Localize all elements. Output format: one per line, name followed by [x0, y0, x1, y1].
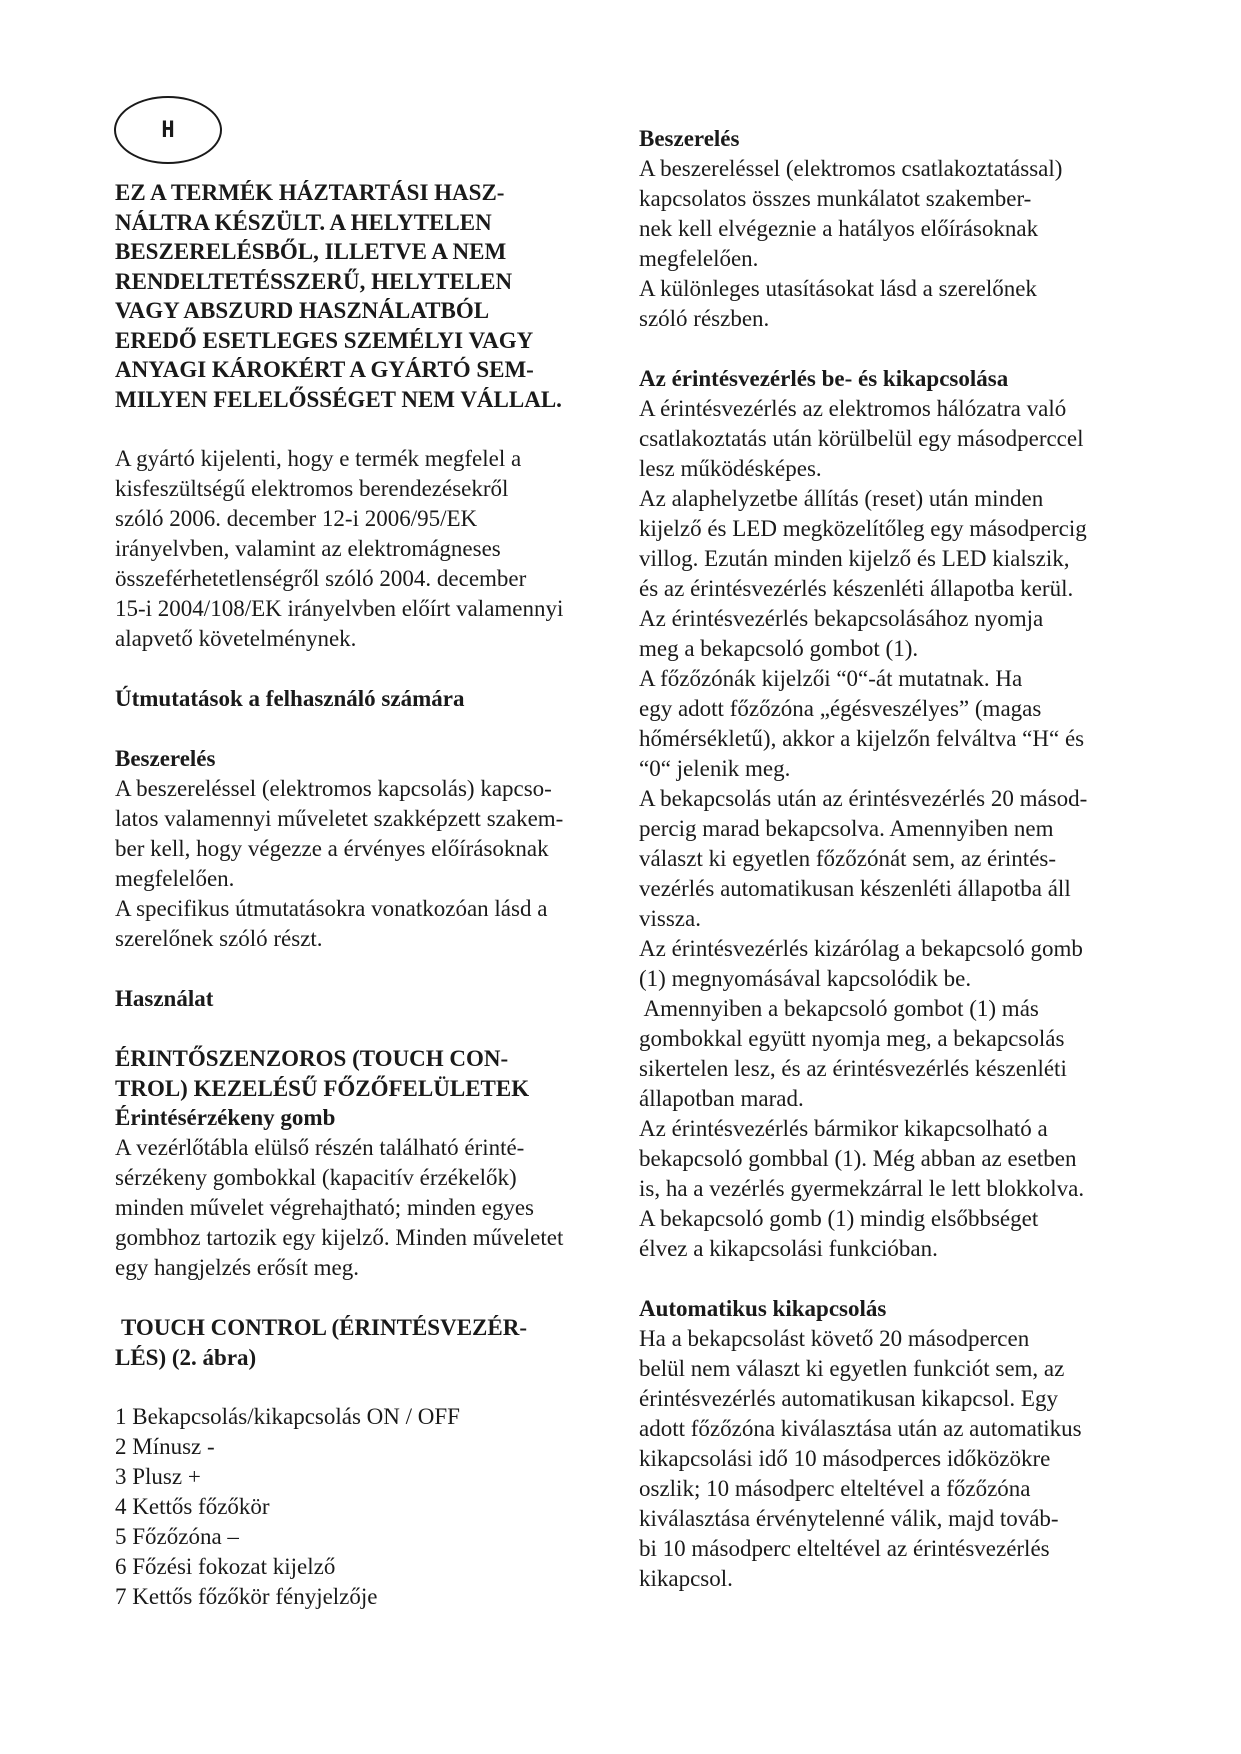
text-line: A bekapcsoló gomb (1) mindig elsőbbséget [639, 1206, 1039, 1231]
text-line: belül nem választ ki egyetlen funkciót sem, az [639, 1356, 1065, 1381]
text-line: szóló 2006. december 12-i 2006/95/EK [115, 506, 478, 531]
touch-button-paragraph [115, 1133, 615, 1283]
text-line: kikapcsol. [639, 1566, 733, 1591]
text-line: sikertelen lesz, és az érintésvezérlés készenléti [639, 1056, 1067, 1081]
legend-item: 7 Kettős főzőkör fényjelzője [115, 1584, 378, 1609]
text-line: megfelelően. [639, 246, 759, 271]
legend-item: 5 Főzőzóna – [115, 1524, 239, 1549]
text-line: állapotban marad. [639, 1086, 804, 1111]
text-line: kijelző és LED megközelítőleg egy másodpercig [639, 516, 1087, 541]
text-line: Az alaphelyzetbe állítás (reset) után minden [639, 486, 1044, 511]
text-line: A bekapcsolás után az érintésvezérlés 20 másod- [639, 786, 1088, 811]
text-line: vissza. [639, 906, 701, 931]
text-line: irányelvben, valamint az elektromágneses [115, 536, 501, 561]
text-line: kiválasztása érvénytelenné válik, majd továb- [639, 1506, 1059, 1531]
text-line: Ha a bekapcsolást követő 20 másodpercen [639, 1326, 1030, 1351]
warning-line: EZ A TERMÉK HÁZTARTÁSI HASZ- [115, 180, 505, 205]
auto-off-heading: Automatikus kikapcsolás [639, 1296, 887, 1321]
warning-block [115, 178, 615, 414]
touch-hob-heading: ÉRINTŐSZENZOROS (TOUCH CON- [115, 1046, 509, 1071]
text-line: villog. Ezután minden kijelző és LED kialszik, [639, 546, 1070, 571]
text-line: csatlakoztatás után körülbelül egy másodperccel [639, 426, 1084, 451]
text-line: latos valamennyi műveletet szakképzett szakem- [115, 806, 564, 831]
installation-heading: Beszerelés [639, 126, 740, 151]
text-line: bi 10 másodperc elteltével az érintésvezérlés [639, 1536, 1050, 1561]
text-line: A gyártó kijelenti, hogy e termék megfelel a [115, 446, 522, 471]
text-line: érintésvezérlés automatikusan kikapcsol. Egy [639, 1386, 1058, 1411]
text-line: szóló részben. [639, 306, 770, 331]
text-line: is, ha a vezérlés gyermekzárral le lett blokkolva. [639, 1176, 1085, 1201]
text-line: A különleges utasításokat lásd a szerelőnek [639, 276, 1037, 301]
installation-paragraph [115, 774, 615, 954]
language-badge [114, 96, 222, 164]
text-line: egy adott főzőzóna „égésveszélyes” (magas [639, 696, 1042, 721]
text-line: élvez a kikapcsolási funkcióban. [639, 1236, 938, 1261]
text-line: kikapcsolási idő 10 másodperces időközökre [639, 1446, 1051, 1471]
text-line: Az érintésvezérlés bármikor kikapcsolható a [639, 1116, 1048, 1141]
text-line: vezérlés automatikusan készenléti állapotba áll [639, 876, 1071, 901]
text-line: “0“ jelenik meg. [639, 756, 791, 781]
text-line: A érintésvezérlés az elektromos hálózatra való [639, 396, 1067, 421]
text-line: A főzőzónák kijelzői “0“-át mutatnak. Ha [639, 666, 1023, 691]
text-line: alapvető követelménynek. [115, 626, 357, 651]
legend-item: 6 Főzési fokozat kijelző [115, 1554, 336, 1579]
text-line: gombhoz tartozik egy kijelző. Minden műveletet [115, 1225, 564, 1250]
text-line: A vezérlőtábla elülső részén található érinté- [115, 1135, 525, 1160]
touch-button-heading: Érintésérzékeny gomb [115, 1105, 336, 1130]
user-instructions-heading: Útmutatások a felhasználó számára [115, 686, 465, 711]
text-line: összeférhetetlenségről szóló 2004. december [115, 566, 527, 591]
text-line: Amennyiben a bekapcsoló gombot (1) más [639, 996, 1039, 1021]
right-column [639, 124, 1139, 1594]
text-line: kisfeszültségű elektromos berendezésekről [115, 476, 509, 501]
legend-item: 3 Plusz + [115, 1464, 201, 1489]
text-line: gombokkal együtt nyomja meg, a bekapcsolás [639, 1026, 1065, 1051]
text-line: sérzékeny gombokkal (kapacitív érzékelők) [115, 1165, 517, 1190]
text-line: szerelőnek szóló részt. [115, 926, 323, 951]
warning-line: RENDELTETÉSSZERŰ, HELYTELEN [115, 268, 513, 294]
text-line: A beszereléssel (elektromos csatlakoztatással) [639, 156, 1063, 181]
left-column [115, 178, 615, 1612]
text-line: egy hangjelzés erősít meg. [115, 1255, 359, 1280]
touch-control-heading: TOUCH CONTROL (ÉRINTÉSVEZÉR- [121, 1315, 527, 1340]
installation-heading: Beszerelés [115, 746, 216, 771]
text-line: ber kell, hogy végezze a érvényes előírásoknak [115, 836, 549, 861]
touch-control-heading: LÉS) (2. ábra) [115, 1344, 257, 1370]
text-line: Az érintésvezérlés kizárólag a bekapcsoló gomb [639, 936, 1083, 961]
legend-item: 4 Kettős főzőkör [115, 1494, 270, 1519]
usage-heading: Használat [115, 986, 214, 1011]
legend-item: 1 Bekapcsolás/kikapcsolás ON / OFF [115, 1404, 460, 1429]
control-legend [115, 1402, 615, 1612]
legend-item: 2 Mínusz - [115, 1434, 215, 1459]
text-line: hőmérsékletű), akkor a kijelzőn felváltva “H“ és [639, 726, 1085, 751]
text-line: oszlik; 10 másodperc elteltével a főzőzóna [639, 1476, 1031, 1501]
declaration-paragraph [115, 444, 615, 654]
text-line: nek kell elvégeznie a hatályos előírásoknak [639, 216, 1039, 241]
warning-line: BESZERELÉSBŐL, ILLETVE A NEM [115, 239, 507, 264]
auto-off-paragraph [639, 1324, 1139, 1594]
text-line: A specifikus útmutatásokra vonatkozóan lásd a [115, 896, 548, 921]
text-line: adott főzőzóna kiválasztása után az automatikus [639, 1416, 1082, 1441]
text-line: minden művelet végrehajtható; minden egyes [115, 1195, 534, 1220]
text-line: Az érintésvezérlés bekapcsolásához nyomja [639, 606, 1044, 631]
warning-line: VAGY ABSZURD HASZNÁLATBÓL [115, 298, 490, 323]
installation-paragraph [639, 154, 1139, 334]
on-off-heading: Az érintésvezérlés be- és kikapcsolása [639, 366, 1009, 391]
warning-line: EREDŐ ESETLEGES SZEMÉLYI VAGY [115, 327, 534, 353]
text-line: percig marad bekapcsolva. Amennyiben nem [639, 816, 1054, 841]
text-line: meg a bekapcsoló gombot (1). [639, 636, 919, 661]
touch-hob-heading: TROL) KEZELÉSŰ FŐZŐFELÜLETEK [115, 1075, 530, 1101]
text-line: megfelelően. [115, 866, 235, 891]
text-line: és az érintésvezérlés készenléti állapotba kerül. [639, 576, 1074, 601]
warning-line: MILYEN FELELŐSSÉGET NEM VÁLLAL. [115, 386, 562, 412]
text-line: kapcsolatos összes munkálatot szakember- [639, 186, 1032, 211]
text-line: 15-i 2004/108/EK irányelvben előírt valamennyi [115, 596, 564, 621]
on-off-paragraph [639, 394, 1139, 1264]
warning-line: ANYAGI KÁROKÉRT A GYÁRTÓ SEM- [115, 357, 534, 382]
language-code: H [161, 117, 175, 143]
warning-line: NÁLTRA KÉSZÜLT. A HELYTELEN [115, 209, 492, 235]
text-line: lesz működésképes. [639, 456, 822, 481]
text-line: bekapcsoló gombbal (1). Még abban az esetben [639, 1146, 1077, 1171]
text-line: A beszereléssel (elektromos kapcsolás) kapcso- [115, 776, 552, 801]
text-line: választ ki egyetlen főzőzónát sem, az érintés- [639, 846, 1057, 871]
text-line: (1) megnyomásával kapcsolódik be. [639, 966, 972, 991]
